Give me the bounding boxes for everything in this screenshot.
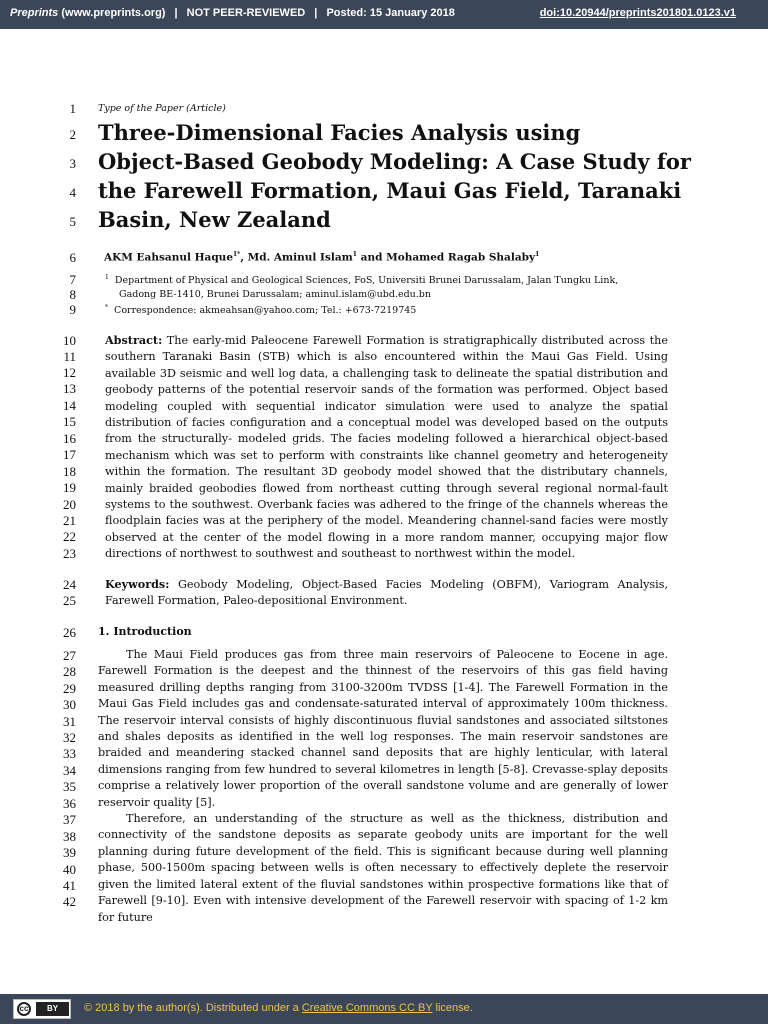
title-line-1: Three-Dimensional Facies Analysis using — [98, 120, 581, 145]
line-number: 1 — [69, 101, 76, 116]
review-status: NOT PEER-REVIEWED — [186, 7, 306, 19]
author-1-sup: 1* — [233, 251, 241, 258]
line-number: 40 — [63, 862, 76, 877]
preprints-site[interactable]: (www.preprints.org) — [61, 7, 166, 19]
doi-link[interactable]: doi:10.20944/preprints201801.0123.v1 — [539, 7, 736, 19]
line-number: 18 — [63, 464, 76, 479]
line-number: 8 — [69, 287, 76, 302]
line-number: 30 — [63, 697, 76, 712]
line-number: 16 — [63, 431, 76, 446]
title-line-3: the Farewell Formation, Maui Gas Field, Taranaki — [98, 178, 682, 203]
correspondence-line — [105, 304, 416, 316]
line-number: 35 — [63, 779, 76, 794]
line-number: 27 — [63, 648, 76, 663]
cc-license-link[interactable]: Creative Commons CC BY — [301, 1002, 433, 1014]
line-number: 6 — [69, 250, 76, 265]
license-footer-bar — [0, 994, 768, 1024]
author-2-sup: 1 — [352, 251, 357, 258]
abstract-label: Abstract: — [105, 333, 163, 347]
line-number: 3 — [69, 156, 76, 171]
author-1: AKM Eahsanul Haque — [104, 251, 233, 264]
author-3-sup: 1 — [535, 251, 540, 258]
affiliation-mark: 1 — [105, 274, 109, 281]
keywords-label: Keywords: — [105, 577, 170, 591]
license-end-text: license. — [432, 1002, 473, 1014]
line-number: 14 — [63, 398, 76, 413]
keywords — [105, 576, 668, 610]
license-text — [84, 1002, 473, 1014]
line-number: 2 — [69, 127, 76, 142]
preprints-brand[interactable]: Preprints — [10, 7, 59, 19]
affiliation-text-1: Department of Physical and Geological Sciences, FoS, Universiti Brunei Darussalam, Jalan Tungku Link, — [114, 275, 619, 287]
line-number: 23 — [63, 546, 76, 561]
affiliation-line-1 — [105, 274, 618, 286]
intro-paragraph-2: Therefore, an understanding of the structure as well as the thickness, distribution and connectivity of the sandstone deposits as separate geobody units are important for the well planning during future development of the field. This is significant because during well planning phase, 500-1500m spacing between wells is often necessary to effectively deplete the reservoir given the limited lateral extent of the fluvial sandstones within prospective formations like that of Farewell [9-10]. Even with intensive development of the Farewell reservoir with spacing of 1-2 km for future — [98, 812, 668, 924]
line-number: 11 — [63, 349, 76, 364]
header-left — [10, 7, 455, 19]
author-3: and Mohamed Ragab Shalaby — [356, 251, 536, 264]
by-icon: BY — [36, 1002, 69, 1016]
abstract-text: The early-mid Paleocene Farewell Formation is stratigraphically distributed across the southern Taranaki Basin (STB) which is also encountered within the Maui Gas Field. Using available 3D seismic and well log data, a challenging task to delineate the spatial distribution and geobody patterns of the potential reservoir sands of the formation was performed. Object based modeling coupled with sequential indicator simulation were used to analyze the spatial distribution of facies configuration and a conceptual model was developed based on the outputs from the structurally- modeled grids. The facies modeling followed a hierarchical object-based mechanism which was set to perform with constraints like channel geometry and heterogeneity within the formation. The resultant 3D geobody model showed that the distributary channels, mainly braided geobodies flowed from northeast cutting through several regional normal-fault systems to the southwest. Overbank facies was adhered to the fringe of the channels whereas the floodplain facies was at the periphery of the model. Meandering channel-sand facies were mostly observed at the center of the model flowing in a more random manner, occupying major flow directions of northwest to southwest and southeast to northwest within the model. — [105, 334, 669, 561]
line-number: 28 — [63, 664, 76, 679]
header-separator: | — [174, 7, 178, 19]
affiliation-line-2: Gadong BE-1410, Brunei Darussalam; aminul.islam@ubd.edu.bn — [119, 289, 431, 300]
line-number: 32 — [63, 730, 76, 745]
introduction-body — [98, 647, 668, 926]
title-line-2: Object-Based Geobody Modeling: A Case Study for — [98, 149, 691, 174]
cc-by-badge[interactable] — [13, 999, 71, 1019]
line-number: 36 — [63, 796, 76, 811]
line-number: 13 — [63, 381, 76, 396]
intro-paragraph-1: The Maui Field produces gas from three main reservoirs of Paleocene to Eocene in age. Farewell Formation is the deepest and the thinnest of the reservoirs of this gas field having measured drilling depths ranging from 3100-3200m TVDSS [1-4]. The Farewell Formation in the Maui Gas Field includes gas and condensate-saturated interval of approximately 100m thickness. The reservoir interval consists of highly discontinuous fluvial sandstones and associated siltstones and shales deposits as identified in the well log responses. The main reservoir sandstones are braided and meandering stacked channel sand deposits that are highly lenticular, with lateral dimensions ranging from few hundred to several kilometres in length [5-8]. Crevasse-splay deposits comprise a relatively lower proportion of the overall sandstone volume and are generally of lower reservoir quality [5]. — [98, 648, 668, 809]
line-number: 17 — [63, 447, 76, 462]
header-separator-2: | — [314, 7, 318, 19]
title-line-4: Basin, New Zealand — [98, 207, 331, 232]
line-number: 26 — [63, 625, 76, 640]
line-number: 20 — [63, 497, 76, 512]
preprint-header-bar — [0, 0, 768, 29]
line-number: 15 — [63, 414, 76, 429]
line-number: 19 — [63, 480, 76, 495]
copyright-text: © 2018 by the author(s). Distributed under a — [84, 1002, 302, 1014]
line-number: 31 — [63, 714, 76, 729]
posted-date: Posted: 15 January 2018 — [326, 7, 455, 19]
line-number: 39 — [63, 845, 76, 860]
line-number: 29 — [63, 681, 76, 696]
line-number: 33 — [63, 746, 76, 761]
correspondence-text: Correspondence: akmeahsan@yahoo.com; Tel.: +673-7219745 — [114, 305, 417, 317]
line-number: 4 — [69, 185, 76, 200]
line-number: 22 — [63, 529, 76, 544]
cc-icon: cc — [17, 1002, 31, 1016]
line-number: 42 — [63, 894, 76, 909]
author-2: , Md. Aminul Islam — [240, 251, 353, 264]
line-number: 12 — [63, 365, 76, 380]
line-number: 34 — [63, 763, 76, 778]
author-list — [104, 251, 539, 264]
line-number: 10 — [63, 333, 76, 348]
keywords-text: Geobody Modeling, Object-Based Facies Modeling (OBFM), Variogram Analysis, Farewell Formation, Paleo-depositional Environment. — [105, 578, 669, 608]
abstract — [105, 332, 668, 563]
section-heading-introduction: 1. Introduction — [98, 625, 192, 638]
line-number: 21 — [63, 513, 76, 528]
line-number: 9 — [69, 302, 76, 317]
line-number: 37 — [63, 812, 76, 827]
line-number: 25 — [63, 593, 76, 608]
line-number: 5 — [69, 214, 76, 229]
paper-type: Type of the Paper (Article) — [98, 103, 226, 114]
line-number: 41 — [63, 878, 76, 893]
correspondence-mark: * — [105, 304, 108, 311]
line-number: 7 — [69, 272, 76, 287]
line-number: 38 — [63, 829, 76, 844]
line-number: 24 — [63, 577, 76, 592]
